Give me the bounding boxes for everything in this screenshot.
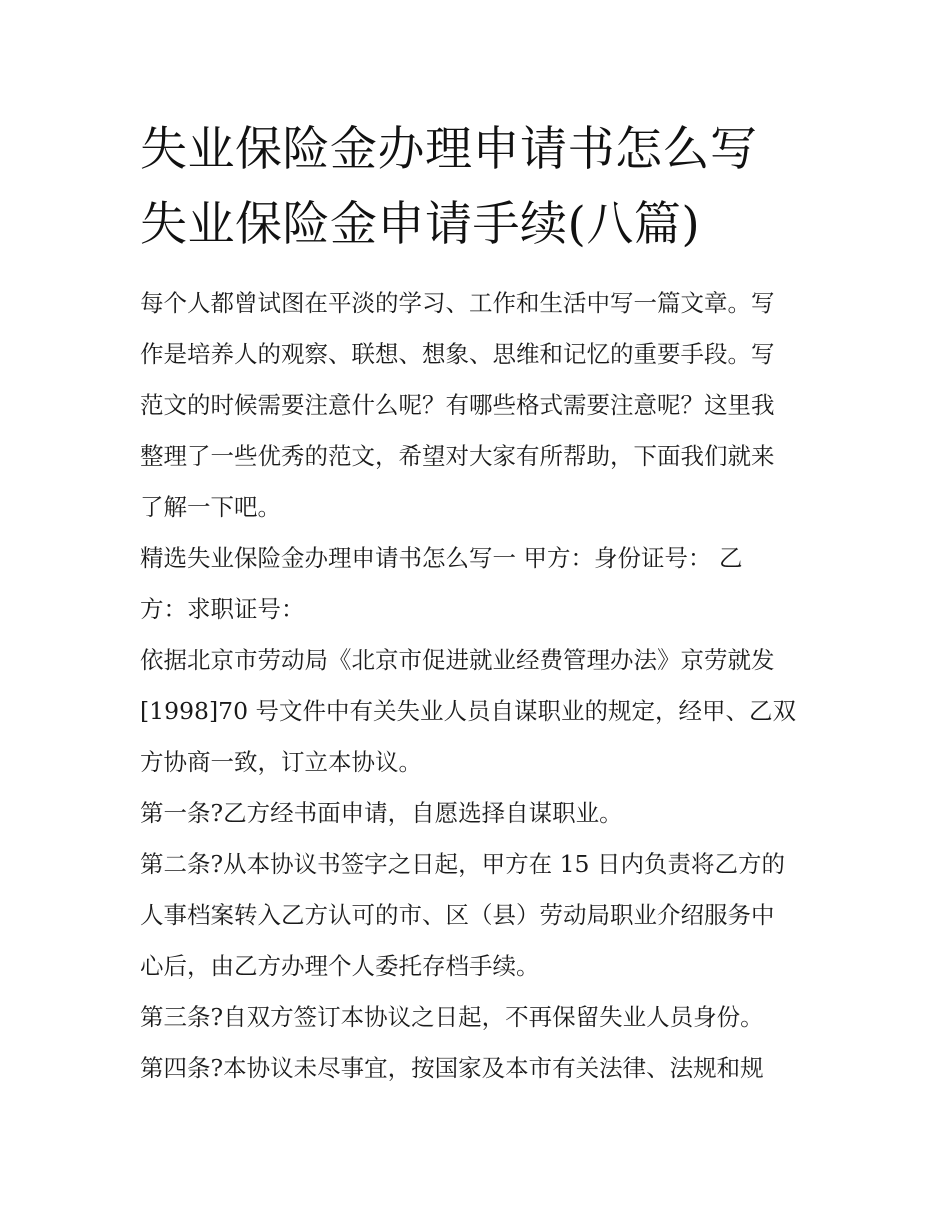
text-line: 第二条?从本协议书签字之日起，甲方在 15 日内负责将乙方的 [140,850,785,878]
paragraph-article-4 [140,1043,820,1094]
text-line: 整理了一些优秀的范文，希望对大家有所帮助，下面我们就来 [140,442,775,470]
title-line: 失业保险金申请手续(八篇) [140,197,701,252]
paragraph-article-1 [140,788,820,839]
text-line: 第一条?乙方经书面申请，自愿选择自谋职业。 [140,799,623,827]
text-line: 了解一下吧。 [140,493,281,521]
text-line: 作是培养人的观察、联想、想象、思维和记忆的重要手段。写 [140,340,775,368]
text-line: 精选失业保险金办理申请书怎么写一 甲方：身份证号： 乙 [140,544,743,572]
text-line: 范文的时候需要注意什么呢？有哪些格式需要注意呢？这里我 [140,391,775,419]
text-line: 人事档案转入乙方认可的市、区（县）劳动局职业介绍服务中 [140,901,775,929]
text-line: 依据北京市劳动局《北京市促进就业经费管理办法》京劳就发 [140,646,775,674]
text-line: 每个人都曾试图在平淡的学习、工作和生活中写一篇文章。写 [140,289,775,317]
paragraph-intro [140,278,820,533]
paragraph-article-2 [140,839,820,992]
paragraph-parties [140,533,820,635]
paragraph-article-3 [140,992,820,1043]
text-line: 第四条?本协议未尽事宜，按国家及本市有关法律、法规和规 [140,1054,764,1082]
text-line: 第三条?自双方签订本协议之日起，不再保留失业人员身份。 [140,1003,764,1031]
document-title [140,112,820,262]
title-line: 失业保险金办理申请书怎么写 [140,122,758,177]
text-line: [1998]70 号文件中有关失业人员自谋职业的规定，经甲、乙双 [140,697,797,725]
text-line: 心后，由乙方办理个人委托存档手续。 [140,952,540,980]
paragraph-basis [140,635,820,788]
document-body [140,278,820,1094]
text-line: 方：求职证号： [140,595,305,623]
text-line: 方协商一致，订立本协议。 [140,748,422,776]
